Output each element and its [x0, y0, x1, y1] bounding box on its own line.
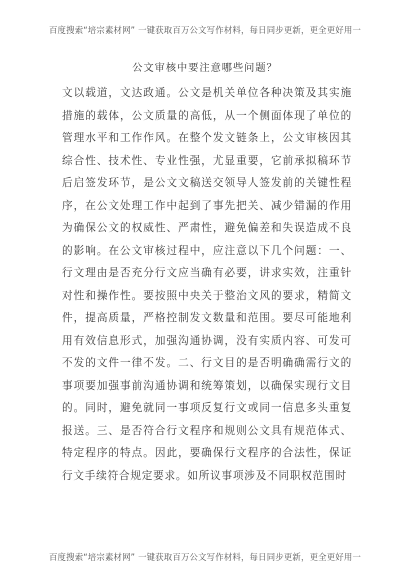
document-title: 公文审核中要注意哪些问题？: [132, 63, 278, 74]
document-body: 文以载道，文达政通。公文是机关单位各种决策及其实施措施的载体，公文质量的高低，从一个侧面体现了单位的管理水平和工作作风。在整个发文链条上，公文审核因其综合性、技术性、专业性强，尤显重要，它前承拟稿环节后启签发环节，是公文文稿送交领导人签发前的关键性程序，在公文处理工作中起到了事先把关、减少错漏的作用为确保公文的权威性、严肃性，避免偏差和失误造成不良的影响。在公文审核过程中，应注意以下几个问题：一、行文理由是否充分行文应当确有必要，讲求实效，注重针对性和操作性。要按照中央关于整治文风的要求，精简文件，提高质量，严格控制发文数量和范围。要尽可能地利用有效信息形式，加强沟通协调，没有实质内容、可发可不发的文件一律不发。二、行文目的是否明确确需行文的事项要加强事前沟通协调和统筹策划，以确保实现行文目的。同时，避免就同一事项反复行文或同一信息多头重复报送。三、是否符合行文程序和规则公文具有规范体式、特定程序的特点。因此，要确保行文程序的合法性，保证行文手续符合规定要求。如所议事项涉及不同职权范围时: [62, 87, 352, 482]
header-banner: 百度搜索“培宗素材网” 一键获取百万公文写作材料，每日同步更新，更全更好用一: [48, 25, 362, 35]
footer-banner: 百度搜索“培宗素材网” 一键获取百万公文写作材料，每日同步更新，更全更好用一: [48, 552, 362, 562]
